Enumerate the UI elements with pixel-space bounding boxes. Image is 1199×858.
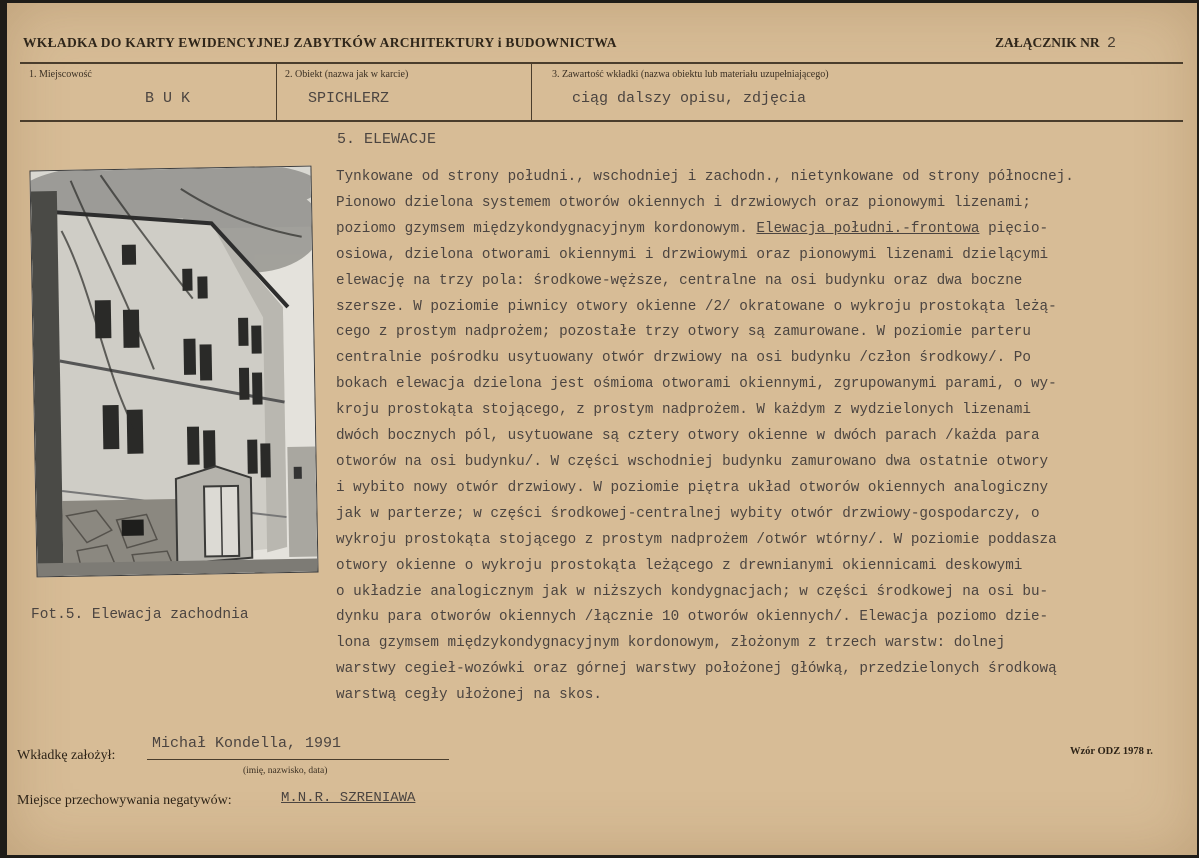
record-card — [7, 3, 1197, 855]
author-hint: (imię, nazwisko, data) — [243, 766, 328, 776]
section-title: 5. ELEWACJE — [337, 131, 437, 148]
attachment-number: 2 — [1107, 35, 1117, 52]
author-value: Michał Kondella, 1991 — [152, 735, 342, 752]
text-line: Tynkowane od strony południ., wschodniej i zachodn., nietynkowane od strony północnej. — [336, 169, 1074, 185]
text-line: dynku para otworów okiennych /łącznie 10 otworów okiennych/. Elewacja poziomo dzie- — [336, 609, 1049, 626]
elevation-description — [336, 165, 1198, 709]
content-label: 3. Zawartość wkładki (nazwa obiektu lub materiału uzupełniającego) — [552, 69, 829, 80]
form-pattern: Wzór ODZ 1978 r. — [1070, 746, 1153, 757]
text-line: i wybito nowy otwór drzwiowy. W poziomie piętra układ otworów okiennych analogiczny — [336, 479, 1049, 496]
field-row-rule — [20, 120, 1183, 122]
text-line: jak w parterze; w części środkowej-centralnej wybity otwór drzwiowy-gospodarczy, o — [336, 505, 1040, 522]
text-line — [336, 217, 1198, 243]
field-divider-2 — [531, 63, 532, 121]
text-line: Pionowo dzielona systemem otworów okiennych i drzwiowych oraz pionowymi lizenami; — [336, 194, 1031, 211]
field-divider-1 — [276, 63, 277, 121]
text-line: otwory okienne o wykroju prostokąta leżącego z drewnianymi okiennicami deskowymi — [336, 557, 1023, 574]
text-line: dwóch bocznych pól, usytuowane są cztery otwory okienne w dwóch parach /każda para — [336, 428, 1040, 445]
text-line: bokach elewacja dzielona jest ośmioma otworami okiennymi, zgrupowanymi parami, o wy- — [336, 376, 1057, 393]
text-line: cego z prostym nadprożem; pozostałe trzy otwory są zamurowane. W poziomie parteru — [336, 324, 1031, 341]
text-line: otworów na osi budynku/. W części wschodniej budynku zamurowano dwa ostatnie otwory — [336, 453, 1049, 470]
text-line: warstwą cegły ułożonej na skos. — [336, 687, 602, 704]
object-value: SPICHLERZ — [308, 90, 390, 107]
text-line: lona gzymsem międzykondygnacyjnym kordonowym, złożonym z trzech warstw: dolnej — [336, 635, 1006, 652]
text-segment: poziomo gzymsem międzykondygnacyjnym kordonowym. — [336, 220, 757, 237]
text-line: szersze. W poziomie piwnicy otwory okienne /2/ okratowane o wykroju prostokąta leżą- — [336, 298, 1057, 315]
text-line: warstwy cegieł-wozówki oraz górnej warstwy położonej główką, przedzielonych środkową — [336, 661, 1057, 678]
text-line: elewację na trzy pola: środkowe-węższe, centralne na osi budynku oraz dwa boczne — [336, 272, 1023, 289]
underlined-heading: Elewacja południ.-frontowa — [756, 220, 980, 237]
photo-caption: Fot.5. Elewacja zachodnia — [31, 607, 249, 623]
attachment-label: ZAŁĄCZNIK NR — [995, 35, 1100, 50]
negatives-label: Miejsce przechowywania negatywów: — [17, 793, 232, 808]
granary-photo-illustration — [30, 167, 317, 577]
text-line: o układzie analogicznym jak w niższych kondygnacjach; w części środkowej na osi bu- — [336, 583, 1049, 600]
negatives-value: M.N.R. SZRENIAWA — [281, 790, 416, 806]
locality-label: 1. Miejscowość — [29, 69, 92, 80]
author-label: Wkładkę założył: — [17, 748, 116, 763]
form-title: WKŁADKA DO KARTY EWIDENCYJNEJ ZABYTKÓW ARCHITEKTURY i BUDOWNICTWA — [23, 35, 617, 50]
text-segment: pięcio- — [979, 220, 1049, 237]
text-line: kroju prostokąta stojącego, z prostym nadprożem. W każdym z wydzielonych lizenami — [336, 402, 1031, 419]
attachment-number-field — [995, 35, 1116, 52]
text-line: wykroju prostokąta stojącego z prostym nadprożem /otwór wtórny/. W poziomie poddasza — [336, 531, 1057, 548]
text-line: osiowa, dzielona otworami okiennymi i drzwiowymi oraz pionowymi lizenami dzielącymi — [336, 246, 1049, 263]
locality-value: B U K — [145, 90, 191, 107]
object-label: 2. Obiekt (nazwa jak w karcie) — [285, 69, 409, 80]
content-value: ciąg dalszy opisu, zdjęcia — [572, 90, 807, 107]
text-line: centralnie pośrodku usytuowany otwór drzwiowy na osi budynku /człon środkowy/. Po — [336, 350, 1031, 367]
building-photo — [29, 166, 318, 578]
author-line — [147, 759, 449, 760]
top-rule — [20, 62, 1183, 64]
